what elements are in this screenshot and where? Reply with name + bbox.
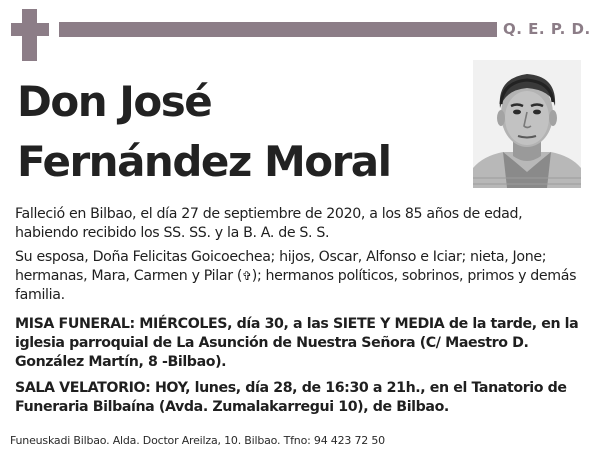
- family-paragraph: [15, 248, 587, 305]
- family-text-start: Su esposa, Doña Felicitas Goicoechea; hijos, Oscar, Alfonso e Iciar; nieta, Jone; hermanas, Mara, Carmen y Pilar (: [15, 249, 547, 284]
- death-notice-paragraph: Falleció en Bilbao, el día 27 de septiembre de 2020, a los 85 años de edad, habiendo recibido los SS. SS. y la B. A. de S. S.: [15, 206, 523, 241]
- deceased-name-line-2: Fernández Moral: [17, 137, 391, 186]
- cross-icon: ✞: [242, 269, 252, 283]
- header-bar: [59, 22, 497, 37]
- deceased-portrait: [473, 60, 581, 188]
- qepd-label: Q. E. P. D.: [503, 20, 591, 38]
- deceased-name-line-1: Don José: [17, 77, 212, 126]
- wake-room-paragraph: SALA VELATORIO: HOY, lunes, día 28, de 16:30 a 21h., en el Tanatorio de Funeraria Bilbaína (Avda. Zumalakarregui 10), de Bilbao.: [15, 380, 567, 415]
- funeral-mass-paragraph: MISA FUNERAL: MIÉRCOLES, día 30, a las SIETE Y MEDIA de la tarde, en la iglesia parroquial de La Asunción de Nuestra Señora (C/ Maestro D. González Martín, 8 -Bilbao).: [15, 316, 579, 370]
- family-text-end: ); hermanos políticos, sobrinos, primos y demás familia.: [15, 268, 577, 303]
- funeral-home-footer: Funeuskadi Bilbao. Alda. Doctor Areilza, 10. Bilbao. Tfno: 94 423 72 50: [10, 434, 385, 447]
